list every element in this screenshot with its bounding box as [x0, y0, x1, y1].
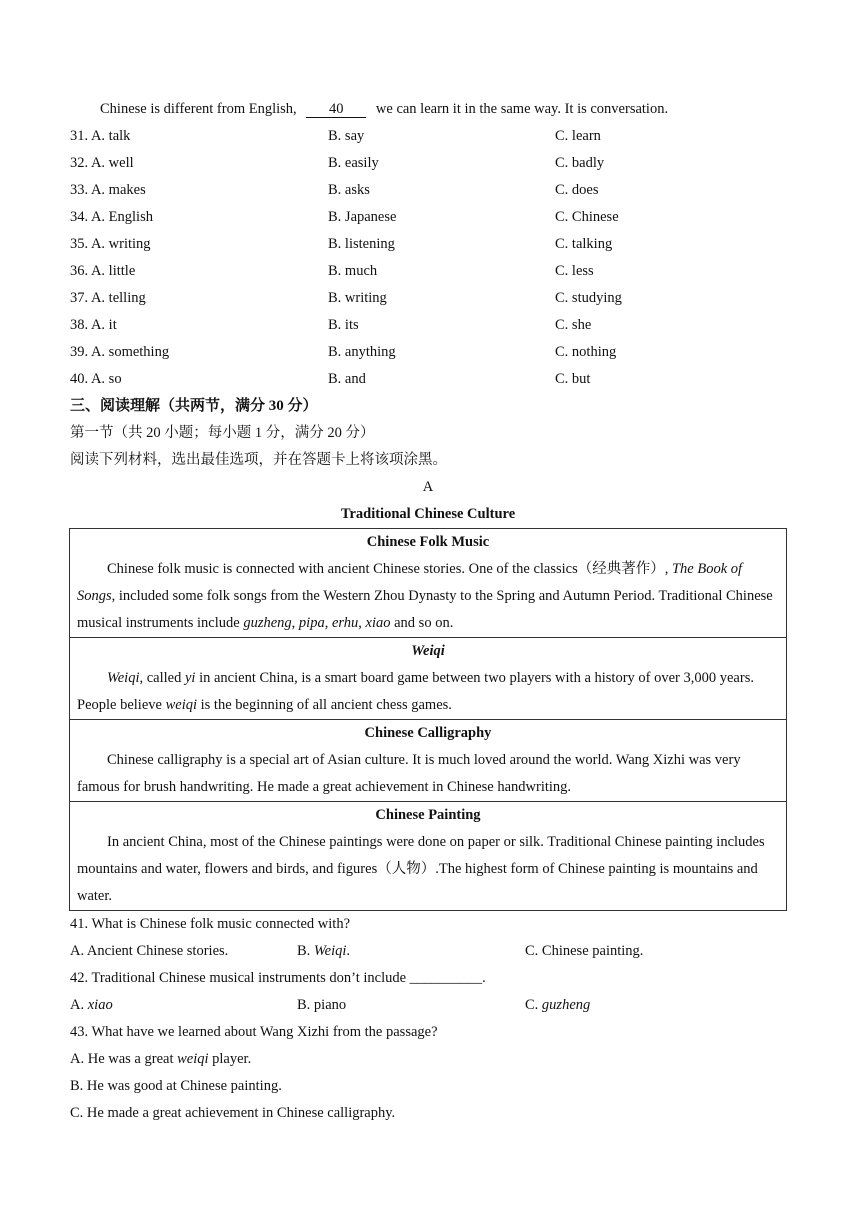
option-b: B. anything	[328, 344, 396, 360]
option-b: B. listening	[328, 236, 395, 252]
cell-text: Weiqi, called yi in ancient China, is a smart board game between two players with a history of over 3,000 years. People believe weiqi is the beginning of all ancient chess games.	[77, 670, 754, 713]
culture-table	[69, 528, 787, 911]
option-row-33	[70, 177, 786, 204]
option-a: A. Ancient Chinese stories.	[70, 943, 229, 959]
option-a: 31. A. talk	[70, 128, 131, 144]
option-b: B. easily	[328, 155, 379, 171]
table-cell	[70, 638, 787, 720]
option-c: C. but	[555, 371, 591, 387]
cell-title: Chinese Calligraphy	[364, 725, 492, 741]
table-cell	[70, 802, 787, 911]
option-c: C. guzheng	[525, 997, 591, 1013]
option-row-32	[70, 150, 786, 177]
question-41-stem: 41. What is Chinese folk music connected with?	[70, 916, 351, 932]
option-c: C. nothing	[555, 344, 617, 360]
option-a: 32. A. well	[70, 155, 134, 171]
section-subheading: 第一节（共 20 小题；每小题 1 分，满分 20 分）	[70, 425, 375, 441]
cell-title: Chinese Folk Music	[366, 534, 490, 550]
option-row-36	[70, 258, 786, 285]
cell-title: Chinese Painting	[375, 807, 481, 823]
option-a: 38. A. it	[70, 317, 117, 333]
option-b: B. Japanese	[328, 209, 397, 225]
option-c: C. less	[555, 263, 594, 279]
sentence-start: Chinese is different from English,	[100, 101, 297, 117]
option-a: 36. A. little	[70, 263, 136, 279]
option-c: C. learn	[555, 128, 601, 144]
option-c: C. badly	[555, 155, 605, 171]
option-row-38	[70, 312, 786, 339]
question-42-stem: 42. Traditional Chinese musical instruments don’t include __________.	[70, 970, 486, 986]
sentence-end: we can learn it in the same way. It is conversation.	[375, 101, 669, 117]
question-43-option-a: A. He was a great weiqi player.	[70, 1051, 252, 1067]
cell-title: Weiqi	[411, 643, 445, 659]
option-c: C. talking	[555, 236, 613, 252]
option-b: B. Weiqi.	[297, 943, 351, 959]
table-row-painting	[70, 802, 787, 911]
question-42-options	[70, 992, 786, 1019]
option-c: C. studying	[555, 290, 622, 306]
option-b: B. asks	[328, 182, 370, 198]
option-b: B. piano	[297, 997, 347, 1013]
passage-letter: A	[422, 479, 434, 495]
cell-text: Chinese calligraphy is a special art of Asian culture. It is much loved around the world. Wang Xizhi was very famous for brush handwriting. He made a great achievement in Chinese handwriting.	[77, 752, 741, 795]
option-b: B. its	[328, 317, 359, 333]
option-b: B. and	[328, 371, 366, 387]
table-cell	[70, 529, 787, 638]
option-c: C. she	[555, 317, 592, 333]
answer-blank-40: 40	[306, 101, 366, 118]
option-b: B. writing	[328, 290, 387, 306]
option-c: C. Chinese	[555, 209, 619, 225]
option-a: 33. A. makes	[70, 182, 146, 198]
table-row-calligraphy	[70, 720, 787, 802]
table-row-music	[70, 529, 787, 638]
section-heading: 三、阅读理解（共两节，满分 30 分）	[70, 398, 318, 414]
section-instruction: 阅读下列材料，选出最佳选项，并在答题卡上将该项涂黑。	[70, 452, 447, 468]
option-a: A. xiao	[70, 997, 113, 1013]
question-41-options	[70, 938, 786, 965]
cell-text: In ancient China, most of the Chinese paintings were done on paper or silk. Traditional Chinese painting includes mountains and water, flowers and birds, and figures（人物）.The highest form of Chinese painting is mountains and water.	[77, 834, 765, 904]
option-row-35	[70, 231, 786, 258]
cell-text: Chinese folk music is connected with ancient Chinese stories. One of the classics（经典著作）, The Book of Songs, included some folk songs from the Western Zhou Dynasty to the Spring and Autumn Period. Traditional Chinese musical instruments include guzheng, pipa, erhu, xiao and so on.	[77, 561, 773, 631]
question-43-option-b: B. He was good at Chinese painting.	[70, 1078, 282, 1094]
option-a: 34. A. English	[70, 209, 153, 225]
cloze-options	[70, 123, 786, 393]
passage-title: Traditional Chinese Culture	[340, 506, 516, 522]
option-a: 37. A. telling	[70, 290, 146, 306]
question-43-option-c: C. He made a great achievement in Chinese calligraphy.	[70, 1105, 396, 1121]
option-b: B. say	[328, 128, 365, 144]
option-a: 39. A. something	[70, 344, 170, 360]
cloze-last-sentence	[70, 96, 786, 123]
option-row-31	[70, 123, 786, 150]
option-row-39	[70, 339, 786, 366]
option-b: B. much	[328, 263, 378, 279]
option-c: C. does	[555, 182, 599, 198]
option-row-37	[70, 285, 786, 312]
exam-page	[70, 96, 786, 1127]
option-a: 35. A. writing	[70, 236, 151, 252]
option-a: 40. A. so	[70, 371, 122, 387]
option-row-40	[70, 366, 786, 393]
option-c: C. Chinese painting.	[525, 943, 644, 959]
question-43-stem: 43. What have we learned about Wang Xizhi from the passage?	[70, 1024, 438, 1040]
option-row-34	[70, 204, 786, 231]
table-row-weiqi	[70, 638, 787, 720]
table-cell	[70, 720, 787, 802]
